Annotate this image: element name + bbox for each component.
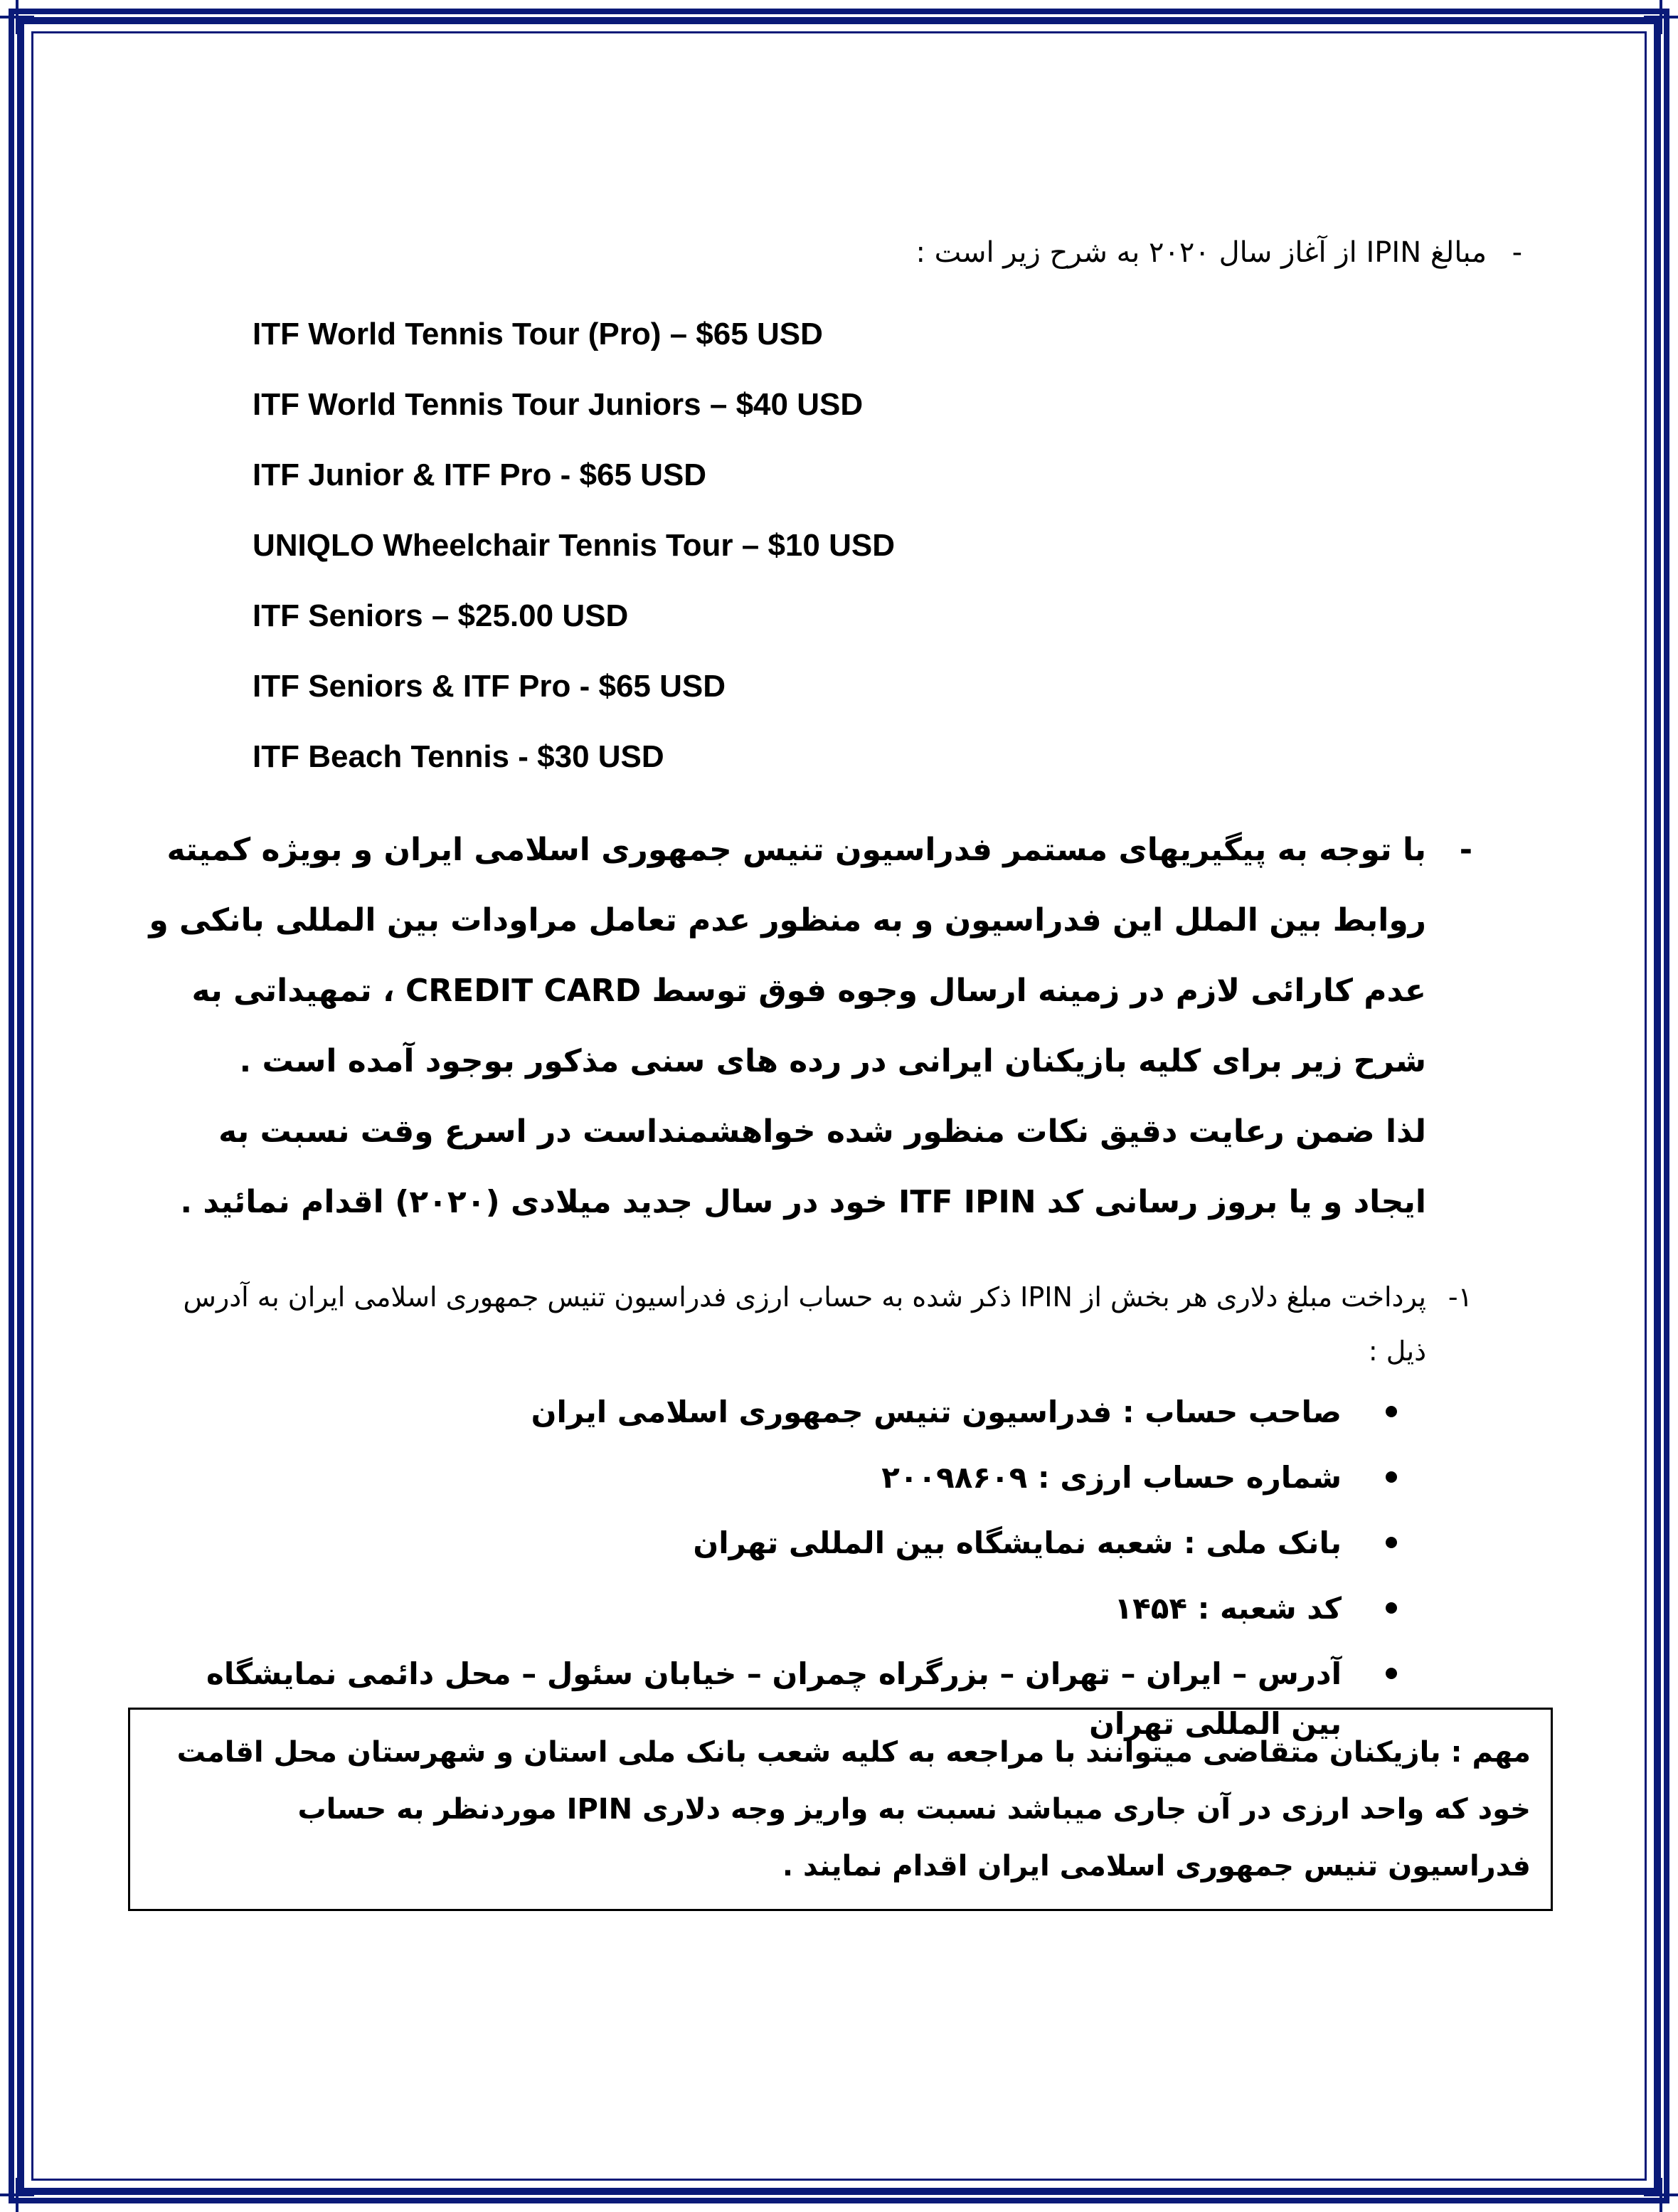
payment-instruction-text: پرداخت مبلغ دلاری هر بخش از IPIN ذکر شده به حساب ارزی فدراسیون تنیس جمهوری اسلامی ایران به آدرس ذیل :: [183, 1281, 1426, 1367]
bullet-icon: [1386, 1602, 1397, 1614]
account-holder: صاحب حساب : فدراسیون تنیس جمهوری اسلامی ایران: [531, 1395, 1342, 1429]
bank-details-list: [188, 1387, 1397, 1741]
fee-item: UNIQLO Wheelchair Tennis Tour – $10 USD: [253, 528, 895, 563]
fee-item: ITF Seniors – $25.00 USD: [253, 598, 629, 633]
bank-address: آدرس – ایران – تهران – بزرگراه چمران – خیابان سئول – محل دائمی نمایشگاه بین المللی تهران: [206, 1656, 1342, 1741]
fee-item: ITF Beach Tennis - $30 USD: [253, 739, 664, 774]
notice-paragraph: با توجه به پیگیریهای مستمر فدراسیون تنیس جمهوری اسلامی ایران و بویژه کمیته روابط بین الملل این فدراسیون و به منظور عدم تعامل مراودات بین المللی بانکی و عدم کارائی لازم در زمینه ارسال وجوه فوق توسط CREDIT CARD ، تمهیداتی به شرح زیر برای کلیه بازیکنان ایرانی در رده های سنی مذکور بوجود آمده است .: [149, 832, 1426, 1079]
important-note-box: [128, 1708, 1553, 1911]
corner-ornament: [1644, 2178, 1678, 2212]
bank-detail-item: [188, 1584, 1397, 1649]
corner-ornament: [0, 0, 34, 34]
itf-fee-list: [253, 313, 1248, 806]
list-dash: -: [1512, 236, 1522, 269]
bank-detail-item: [188, 1518, 1397, 1584]
fees-intro-text: مبالغ IPIN از آغاز سال ۲۰۲۰ به شرح زیر است :: [915, 236, 1487, 269]
bullet-icon: [1386, 1471, 1397, 1483]
branch-code: کد شعبه : ۱۴۵۴: [1114, 1591, 1342, 1626]
corner-ornament: [0, 2178, 34, 2212]
bullet-icon: [1386, 1537, 1397, 1548]
corner-ornament: [1644, 0, 1678, 34]
fee-item: ITF Junior & ITF Pro - $65 USD: [253, 457, 707, 492]
item-number: ۱-: [1448, 1281, 1472, 1313]
federation-notice: [146, 815, 1472, 1237]
fee-item: ITF World Tennis Tour (Pro) – $65 USD: [253, 317, 823, 351]
bank-branch: بانک ملی : شعبه نمایشگاه بین المللی تهران: [693, 1525, 1342, 1560]
bank-detail-item: [188, 1387, 1397, 1453]
important-note-text: مهم : بازیکنان متقاضی میتوانند با مراجعه به کلیه شعب بانک ملی استان و شهرستان محل اقامت خود که واحد ارزی در آن جاری میباشد نسبت به واریز وجه دلاری IPIN موردنظر به حساب فدراسیون تنیس جمهوری اسلامی ایران اقدام نمایند .: [176, 1736, 1531, 1883]
fee-item: ITF World Tennis Tour Juniors – $40 USD: [253, 387, 864, 422]
bullet-icon: [1386, 1668, 1397, 1679]
payment-instruction: [146, 1270, 1472, 1378]
bank-detail-item: [188, 1649, 1397, 1741]
fee-item: ITF Seniors & ITF Pro - $65 USD: [253, 669, 726, 704]
bullet-icon: [1386, 1406, 1397, 1417]
bank-detail-item: [188, 1453, 1397, 1518]
notice-paragraph: لذا ضمن رعایت دقیق نکات منظور شده خواهشمنداست در اسرع وقت نسبت به ایجاد و یا بروز رسانی کد ITF IPIN خود در سال جدید میلادی (۲۰۲۰) اقدام نمائید .: [180, 1113, 1426, 1220]
list-dash: -: [1459, 832, 1472, 868]
account-number: شماره حساب ارزی : ۲۰۰۹۸۶۰۹: [881, 1460, 1342, 1495]
fees-intro: [640, 231, 1522, 274]
